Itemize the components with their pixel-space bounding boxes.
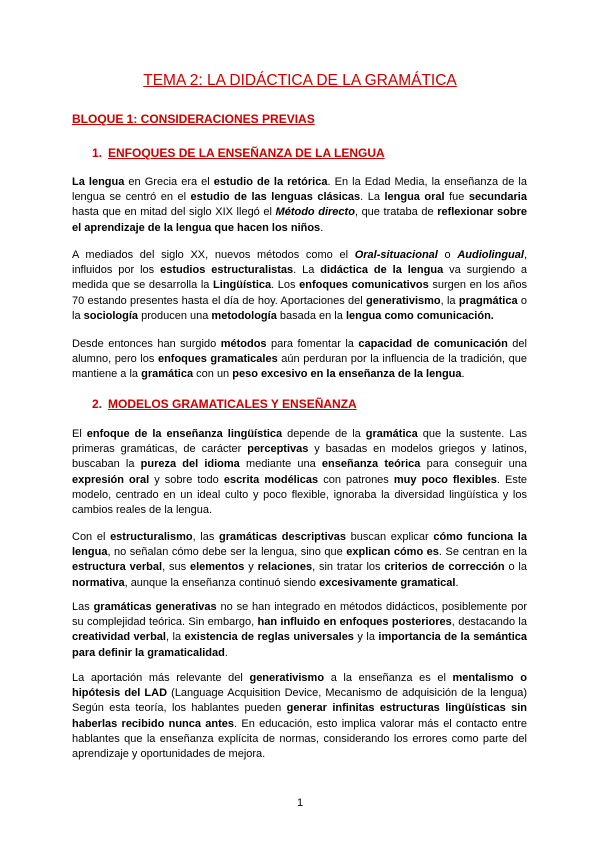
text-run: (Language Acquisition Device, Mecanismo de adquisición de la lengua) Según esta teoría, los hablantes pueden	[72, 687, 527, 715]
emphasis-text: Audiolingual	[457, 249, 524, 261]
section-heading-1	[92, 146, 385, 160]
text-run: La aportación más relevante del	[72, 672, 250, 684]
emphasis-text: estructuralismo	[110, 531, 193, 543]
paragraph	[72, 427, 527, 518]
paragraph	[72, 337, 527, 383]
emphasis-text: han influido en enfoques posteriores	[257, 616, 452, 629]
emphasis-text: peso excesivo en la enseñanza de la lengua	[232, 368, 462, 381]
emphasis-text: criterios de corrección	[384, 561, 505, 574]
text-run: . Este modelo, centrado en un ideal culto y poco flexible, ignoraba la diversidad lingüística y los cambios reales de la lengua.	[72, 473, 527, 517]
emphasis-text: generativismo	[249, 672, 325, 684]
emphasis-text: metodología	[211, 309, 277, 322]
paragraph	[72, 530, 527, 591]
emphasis-text: secundaria	[468, 191, 527, 204]
emphasis-text: didáctica de la lengua	[320, 264, 444, 277]
text-run: surgen en los años 70 estando presentes hasta el día de hoy. Aportaciones del	[72, 279, 527, 307]
section-heading-2	[92, 397, 357, 411]
text-run: . En educación, esto implica valorar más el contacto entre hablantes que la enseñanza explícita de normas, considerando los errores como parte del aprendizaje y oportunidades de mejora.	[72, 717, 527, 761]
emphasis-text: Lingüística	[213, 279, 272, 292]
text-run: que la sustente. Las primeras gramáticas, de carácter	[72, 428, 528, 456]
text-run: .	[224, 646, 228, 659]
emphasis-text: normativa	[72, 576, 125, 589]
emphasis-text: métodos	[220, 338, 267, 350]
text-run: , la	[165, 631, 185, 644]
emphasis-text: gramática	[141, 368, 194, 381]
text-run: basada en la	[276, 309, 346, 322]
emphasis-text: lengua oral	[384, 191, 445, 204]
text-run: buscan explicar	[345, 531, 434, 543]
section-title: MODELOS GRAMATICALES Y ENSEÑANZA	[108, 397, 357, 411]
emphasis-text: perceptivas	[247, 443, 309, 456]
text-run: del alumno, pero los	[72, 338, 527, 366]
text-run: , influidos por los	[72, 249, 527, 277]
emphasis-text: gramáticas generativas	[93, 601, 217, 613]
paragraph	[72, 671, 527, 762]
text-run: producen una	[138, 309, 212, 322]
emphasis-text: sociología	[83, 309, 139, 322]
emphasis-text: generar infinitas estructuras lingüísticas sin haberlas recibido nunca antes	[72, 702, 527, 730]
text-run: y	[244, 561, 258, 574]
text-run: depende de la	[282, 428, 366, 440]
text-run: , no señalan cómo debe ser la lengua, sino que	[107, 546, 347, 559]
text-run: . La	[360, 191, 385, 204]
paragraph	[72, 248, 527, 324]
text-run: , sin tratar los	[312, 561, 385, 574]
emphasis-text: expresión oral	[72, 473, 150, 486]
text-run: El	[72, 428, 87, 440]
emphasis-text: estudios estructuralistas	[160, 264, 294, 277]
emphasis-text: excesivamente gramatical	[319, 576, 456, 589]
emphasis-text: existencia de reglas universales	[184, 631, 354, 644]
text-run: , aunque la enseñanza continuó siendo	[124, 576, 320, 589]
text-run: . Los	[271, 279, 300, 292]
section-title: ENFOQUES DE LA ENSEÑANZA DE LA LENGUA	[108, 146, 385, 160]
text-run: . La	[293, 264, 321, 277]
emphasis-text: explican cómo es	[346, 546, 439, 559]
emphasis-text: creatividad verbal	[72, 631, 166, 644]
text-run: va surgiendo a medida que se desarrolla la	[72, 264, 528, 292]
emphasis-text: importancia de la semántica para definir la gramaticalidad	[72, 631, 527, 659]
text-run: fue	[444, 191, 469, 204]
emphasis-text: enfoque de la enseñanza lingüística	[86, 428, 283, 440]
emphasis-text: cómo funciona la lengua	[72, 531, 527, 559]
emphasis-text: gramáticas descriptivas	[219, 531, 346, 543]
emphasis-text: generativismo	[366, 294, 441, 307]
text-run: con un	[193, 368, 233, 381]
emphasis-text: enfoques gramaticales	[157, 353, 278, 366]
text-run: o la	[72, 294, 528, 322]
text-run: , que trataba de	[354, 206, 438, 219]
section-number: 1.	[92, 146, 103, 160]
emphasis-text: capacidad de comunicación	[358, 338, 508, 350]
text-run: , las	[192, 531, 220, 543]
emphasis-text: estructura verbal	[72, 561, 163, 574]
text-run: para conseguir una	[420, 458, 528, 471]
text-run: para fomentar la	[266, 338, 359, 350]
text-run: Las	[72, 601, 94, 613]
emphasis-text: La lengua	[72, 176, 125, 188]
emphasis-text: pragmática	[458, 294, 518, 307]
emphasis-text: estudio de las lenguas clásicas	[190, 191, 361, 204]
emphasis-text: mentalismo o hipótesis del LAD	[72, 672, 527, 700]
text-run: A mediados del siglo XX, nuevos métodos como el	[72, 249, 355, 261]
text-run: , destacando la	[451, 616, 527, 629]
emphasis-text: enfoques comunicativos	[299, 279, 429, 292]
page-title: TEMA 2: LA DIDÁCTICA DE LA GRAMÁTICA	[143, 72, 457, 89]
emphasis-text: Método directo	[275, 206, 355, 219]
emphasis-text: Oral-situacional	[354, 249, 438, 261]
text-run: mediante una	[239, 458, 322, 471]
text-run: hasta que en mitad del siglo XIX llegó el	[72, 206, 276, 219]
paragraph	[72, 600, 527, 661]
emphasis-text: elementos	[189, 561, 245, 574]
text-run: . Se centran en la	[438, 546, 527, 559]
emphasis-text: enseñanza teórica	[321, 458, 421, 471]
text-run: a la enseñanza es el	[324, 672, 453, 684]
text-run: Desde entonces han surgido	[72, 338, 221, 350]
section-number: 2.	[92, 397, 103, 411]
emphasis-text: muy poco flexibles	[393, 473, 497, 486]
emphasis-text: estudio de la retórica	[213, 176, 328, 188]
text-run: y basadas en modelos griegos y latinos, buscaban la	[72, 443, 527, 471]
text-run: .	[461, 368, 465, 381]
text-run: , sus	[162, 561, 190, 574]
text-run: con patrones	[318, 473, 394, 486]
text-run: .	[455, 576, 459, 589]
block-heading: BLOQUE 1: CONSIDERACIONES PREVIAS	[72, 112, 315, 126]
page-number: 1	[296, 797, 304, 809]
text-run: y sobre todo	[149, 473, 224, 486]
emphasis-text: relaciones	[257, 561, 313, 574]
text-run: o	[437, 249, 458, 261]
emphasis-text: reflexionar sobre el aprendizaje de la lengua que hacen los niños	[72, 206, 527, 234]
emphasis-text: pureza del idioma	[140, 458, 240, 471]
text-run: , la	[440, 294, 459, 307]
text-run: y la	[353, 631, 379, 644]
text-run: no se han integrado en métodos didácticos, posiblemente por su complejidad teórica. Sin embargo,	[72, 601, 527, 629]
emphasis-text: lengua como comunicación.	[345, 309, 494, 322]
text-run: Con el	[72, 531, 111, 543]
text-run: o la	[504, 561, 527, 574]
text-run: aún perduran por la influencia de la tradición, que mantiene a la	[72, 353, 527, 381]
text-run: en Grecia era el	[124, 176, 214, 188]
emphasis-text: escrita modélicas	[223, 473, 319, 486]
text-run: . En la Edad Media, la enseñanza de la lengua se centró en el	[72, 176, 527, 204]
text-run: .	[320, 221, 324, 234]
paragraph	[72, 175, 527, 236]
emphasis-text: gramática	[365, 428, 418, 440]
